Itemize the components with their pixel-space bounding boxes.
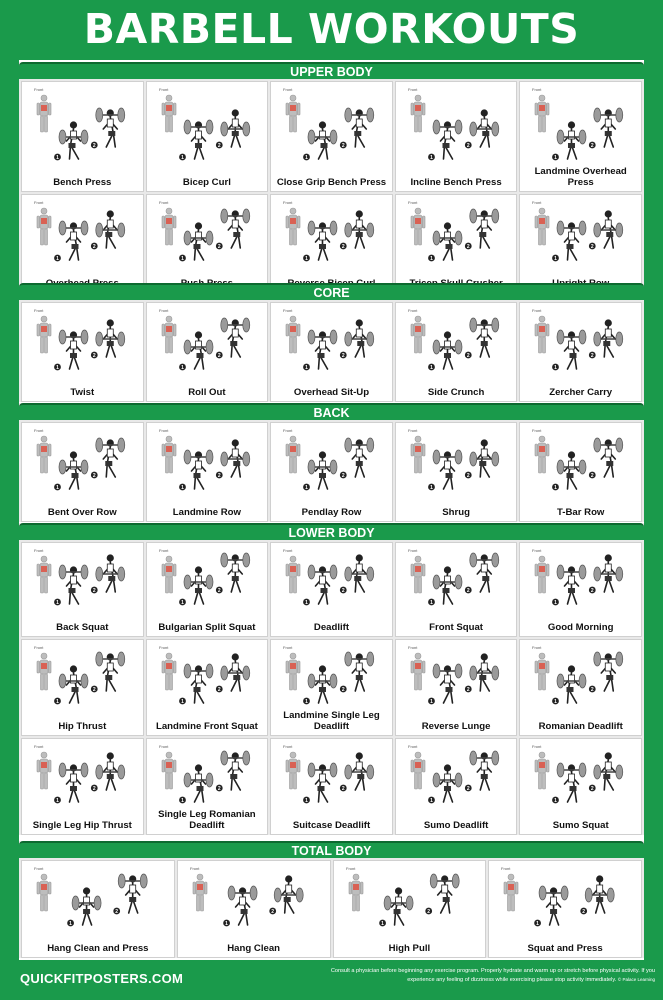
svg-text:1: 1 (69, 921, 72, 927)
exercise-illustration (520, 640, 642, 723)
svg-text:2: 2 (466, 473, 470, 479)
exercise-card (519, 302, 642, 402)
exercise-label: Single Leg Romanian Deadlift (158, 809, 256, 831)
exercise-card (21, 738, 144, 835)
svg-text:1: 1 (536, 921, 540, 927)
svg-text:1: 1 (224, 921, 228, 927)
svg-text:2: 2 (591, 786, 595, 792)
svg-text:1: 1 (429, 485, 433, 491)
svg-text:Front: Front (407, 308, 418, 313)
exercise-label: Romanian Deadlift (538, 720, 623, 732)
exercise-label: Front Squat (429, 621, 483, 633)
svg-text:Front: Front (158, 200, 168, 205)
exercise-card (21, 639, 144, 736)
svg-text:2: 2 (466, 786, 470, 792)
svg-text:2: 2 (591, 588, 595, 594)
exercise-label: Sumo Squat (552, 819, 609, 831)
svg-text:1: 1 (56, 485, 59, 491)
exercise-card (21, 542, 144, 637)
svg-text:Front: Front (532, 744, 542, 749)
svg-text:Front: Front (532, 645, 542, 650)
exercise-label: T-Bar Row (556, 506, 605, 518)
svg-text:1: 1 (180, 485, 184, 491)
svg-text:1: 1 (429, 365, 433, 371)
svg-text:Front: Front (407, 744, 418, 749)
exercise-illustration (396, 640, 518, 723)
svg-text:2: 2 (591, 473, 595, 479)
exercise-illustration (22, 739, 144, 822)
exercise-illustration (520, 195, 642, 280)
exercise-illustration (396, 543, 518, 624)
exercise-card (519, 542, 642, 637)
svg-text:2: 2 (342, 687, 345, 693)
exercise-card (270, 302, 393, 402)
svg-text:Front: Front (283, 548, 293, 553)
exercise-card (395, 302, 518, 402)
svg-text:Front: Front (532, 200, 542, 205)
exercise-label: Bench Press (53, 176, 112, 188)
exercise-illustration (22, 640, 144, 723)
svg-text:Front: Front (283, 744, 293, 749)
svg-text:2: 2 (342, 244, 345, 250)
exercise-card (519, 639, 642, 736)
exercise-label: Sumo Deadlift (423, 819, 489, 831)
exercise-card (488, 860, 642, 958)
svg-text:2: 2 (466, 588, 470, 594)
svg-text:2: 2 (342, 143, 345, 149)
svg-text:Front: Front (34, 744, 44, 749)
svg-text:Front: Front (34, 645, 44, 650)
exercise-card (519, 422, 642, 522)
exercise-card (519, 81, 642, 192)
exercise-card (146, 81, 269, 192)
svg-text:1: 1 (56, 798, 59, 804)
exercise-card (21, 81, 144, 192)
exercise-label: Single Leg Hip Thrust (32, 819, 132, 831)
svg-text:1: 1 (56, 600, 59, 606)
poster-title: BARBELL WORKOUTS (83, 5, 580, 53)
svg-text:Front: Front (283, 200, 293, 205)
svg-text:2: 2 (92, 473, 96, 479)
exercise-illustration (178, 861, 331, 945)
svg-text:Front: Front (34, 548, 44, 553)
svg-text:1: 1 (305, 256, 309, 262)
svg-text:1: 1 (305, 600, 309, 606)
svg-text:1: 1 (56, 155, 59, 161)
svg-text:Front: Front (34, 87, 44, 92)
exercise-label: Roll Out (188, 386, 226, 398)
svg-text:1: 1 (56, 256, 59, 262)
svg-text:1: 1 (180, 365, 184, 371)
svg-text:Front: Front (345, 866, 355, 871)
svg-text:2: 2 (466, 353, 470, 359)
svg-text:Front: Front (158, 87, 168, 92)
svg-text:1: 1 (554, 485, 558, 491)
svg-text:2: 2 (217, 473, 221, 479)
svg-text:1: 1 (305, 155, 309, 161)
svg-text:Front: Front (532, 87, 542, 92)
svg-text:Front: Front (34, 866, 44, 871)
svg-text:2: 2 (426, 909, 430, 915)
section-header: BACK (19, 403, 644, 420)
svg-text:2: 2 (466, 244, 470, 250)
exercise-label: Back Squat (56, 621, 109, 633)
svg-text:1: 1 (429, 256, 433, 262)
exercise-label: Reverse Lunge (421, 720, 491, 732)
svg-text:Front: Front (407, 428, 418, 433)
svg-text:Front: Front (158, 428, 168, 433)
exercise-card (270, 422, 393, 522)
exercise-illustration (271, 303, 393, 389)
svg-text:2: 2 (342, 786, 345, 792)
exercise-card (146, 194, 269, 293)
svg-text:2: 2 (217, 687, 221, 693)
svg-text:2: 2 (92, 786, 96, 792)
svg-text:Front: Front (407, 645, 418, 650)
svg-text:2: 2 (217, 143, 221, 149)
exercise-illustration (22, 423, 144, 509)
section-total-body (19, 841, 644, 958)
svg-text:2: 2 (217, 786, 221, 792)
section-lower-body (19, 523, 644, 835)
exercise-illustration (520, 543, 642, 624)
exercise-card (21, 302, 144, 402)
exercise-card (395, 194, 518, 293)
footer-site[interactable]: QUICKFITPOSTERS.COM (20, 971, 184, 986)
svg-text:2: 2 (591, 143, 595, 149)
svg-text:Front: Front (34, 428, 44, 433)
svg-text:2: 2 (271, 909, 274, 915)
svg-text:1: 1 (429, 798, 433, 804)
svg-text:1: 1 (554, 798, 558, 804)
exercise-illustration (396, 303, 518, 389)
section-upper-body (19, 62, 644, 293)
exercise-illustration (396, 423, 518, 509)
exercise-illustration (147, 640, 269, 723)
section-header: LOWER BODY (19, 523, 644, 540)
svg-text:2: 2 (92, 353, 96, 359)
section-header: TOTAL BODY (19, 841, 644, 858)
exercise-illustration (147, 195, 269, 280)
exercise-illustration (22, 195, 144, 280)
svg-text:Front: Front (283, 308, 293, 313)
svg-text:Front: Front (532, 308, 542, 313)
svg-text:1: 1 (429, 699, 433, 705)
exercise-illustration (22, 543, 144, 624)
exercise-label: Bent Over Row (47, 506, 117, 518)
exercise-label: Squat and Press (527, 942, 603, 954)
exercise-card (21, 860, 175, 958)
exercise-label: Shrug (442, 506, 470, 518)
exercise-label: Good Morning (547, 621, 614, 633)
svg-text:Front: Front (158, 645, 168, 650)
exercise-card (270, 738, 393, 835)
exercise-illustration (271, 739, 393, 822)
svg-text:1: 1 (554, 600, 558, 606)
svg-text:1: 1 (554, 365, 558, 371)
exercise-label: Bulgarian Split Squat (158, 621, 256, 633)
exercise-illustration (147, 543, 269, 624)
svg-text:2: 2 (591, 353, 595, 359)
exercise-label: Landmine Row (172, 506, 241, 518)
svg-text:Front: Front (34, 308, 44, 313)
exercise-card (146, 422, 269, 522)
exercise-card (146, 302, 269, 402)
svg-text:1: 1 (305, 485, 309, 491)
exercise-card (519, 738, 642, 835)
exercise-card (146, 738, 269, 835)
svg-text:1: 1 (554, 155, 558, 161)
exercise-label: Landmine Front Squat (155, 720, 258, 732)
svg-text:1: 1 (554, 699, 558, 705)
exercise-label: Hang Clean and Press (47, 942, 149, 954)
svg-text:1: 1 (305, 365, 309, 371)
exercise-illustration (271, 543, 393, 624)
svg-text:1: 1 (180, 155, 184, 161)
svg-text:2: 2 (342, 353, 345, 359)
exercise-illustration (334, 861, 487, 945)
exercise-card (177, 860, 331, 958)
svg-text:2: 2 (217, 244, 221, 250)
exercise-card (333, 860, 487, 958)
svg-text:Front: Front (189, 866, 200, 871)
exercise-label: Landmine Single Leg Deadlift (283, 710, 380, 732)
svg-text:Front: Front (158, 744, 168, 749)
exercise-illustration (520, 303, 642, 389)
exercise-label: Suitcase Deadlift (292, 819, 371, 831)
svg-text:1: 1 (56, 699, 59, 705)
exercise-card (270, 194, 393, 293)
exercise-label: Close Grip Bench Press (276, 176, 387, 188)
exercise-card (146, 639, 269, 736)
svg-text:1: 1 (305, 798, 309, 804)
svg-text:2: 2 (466, 687, 470, 693)
svg-text:1: 1 (56, 365, 59, 371)
exercise-label: Pendlay Row (301, 506, 362, 518)
exercise-label: Overhead Sit-Up (293, 386, 370, 398)
svg-text:Front: Front (407, 200, 418, 205)
exercise-card (395, 81, 518, 192)
svg-text:Front: Front (407, 548, 418, 553)
exercise-illustration (271, 195, 393, 280)
footer (0, 962, 663, 1000)
svg-text:2: 2 (342, 473, 345, 479)
svg-text:2: 2 (217, 353, 221, 359)
svg-text:2: 2 (591, 244, 595, 250)
exercise-illustration (271, 423, 393, 509)
exercise-card (395, 738, 518, 835)
exercise-poster (19, 60, 644, 960)
exercise-card (270, 81, 393, 192)
disclaimer-text: Consult a physician before beginning any exercise program. Properly hydrate and warm up or stretch before physical activity. If you experience any feeling of dizziness while exercising please stop activity immediately. (330, 968, 655, 983)
exercise-illustration (489, 861, 642, 945)
svg-text:2: 2 (92, 588, 96, 594)
svg-text:1: 1 (180, 256, 184, 262)
svg-text:2: 2 (217, 588, 221, 594)
exercise-illustration (147, 423, 269, 509)
exercise-label: Hip Thrust (58, 720, 107, 732)
svg-text:2: 2 (582, 909, 586, 915)
exercise-label: Incline Bench Press (410, 176, 502, 188)
svg-text:Front: Front (158, 548, 168, 553)
exercise-label: Bicep Curl (182, 176, 231, 188)
svg-text:1: 1 (380, 921, 384, 927)
svg-text:1: 1 (180, 600, 184, 606)
svg-text:2: 2 (92, 244, 96, 250)
exercise-illustration (520, 739, 642, 822)
svg-text:Front: Front (283, 645, 293, 650)
svg-text:1: 1 (180, 699, 184, 705)
exercise-label: Landmine Overhead Press (534, 166, 627, 188)
exercise-illustration (22, 303, 144, 389)
svg-text:Front: Front (34, 200, 44, 205)
exercise-card (270, 639, 393, 736)
svg-text:2: 2 (92, 143, 96, 149)
exercise-illustration (147, 82, 269, 179)
svg-text:Front: Front (501, 866, 511, 871)
svg-text:Front: Front (532, 548, 542, 553)
svg-text:1: 1 (554, 256, 558, 262)
exercise-illustration (22, 82, 144, 179)
svg-text:Front: Front (532, 428, 542, 433)
section-header: CORE (19, 283, 644, 300)
exercise-card (395, 422, 518, 522)
exercise-illustration (271, 82, 393, 179)
section-back (19, 403, 644, 522)
svg-text:2: 2 (466, 143, 470, 149)
svg-text:Front: Front (283, 428, 293, 433)
exercise-label: High Pull (388, 942, 431, 954)
svg-text:1: 1 (429, 600, 433, 606)
svg-text:2: 2 (92, 687, 96, 693)
exercise-illustration (147, 303, 269, 389)
exercise-label: Hang Clean (227, 942, 281, 954)
svg-text:Front: Front (283, 87, 293, 92)
footer-disclaimer (330, 968, 655, 984)
svg-text:1: 1 (429, 155, 433, 161)
exercise-illustration (396, 195, 518, 280)
svg-text:1: 1 (180, 798, 184, 804)
publisher-credit: © Palace Learning (617, 976, 655, 982)
exercise-card (519, 194, 642, 293)
section-core (19, 283, 644, 402)
exercise-label: Zercher Carry (549, 386, 613, 398)
svg-text:2: 2 (342, 588, 345, 594)
svg-text:2: 2 (591, 687, 595, 693)
section-header: UPPER BODY (19, 62, 644, 79)
exercise-label: Side Crunch (427, 386, 485, 398)
exercise-illustration (396, 739, 518, 822)
exercise-label: Twist (70, 386, 95, 398)
exercise-card (395, 639, 518, 736)
svg-text:2: 2 (115, 909, 119, 915)
svg-text:Front: Front (158, 308, 168, 313)
exercise-card (270, 542, 393, 637)
exercise-card (146, 542, 269, 637)
exercise-illustration (520, 82, 642, 179)
exercise-illustration (396, 82, 518, 179)
exercise-illustration (22, 861, 175, 945)
exercise-illustration (520, 423, 642, 509)
svg-text:1: 1 (305, 699, 309, 705)
exercise-card (21, 422, 144, 522)
svg-text:Front: Front (407, 87, 418, 92)
exercise-card (21, 194, 144, 293)
exercise-card (395, 542, 518, 637)
exercise-label: Deadlift (313, 621, 350, 633)
